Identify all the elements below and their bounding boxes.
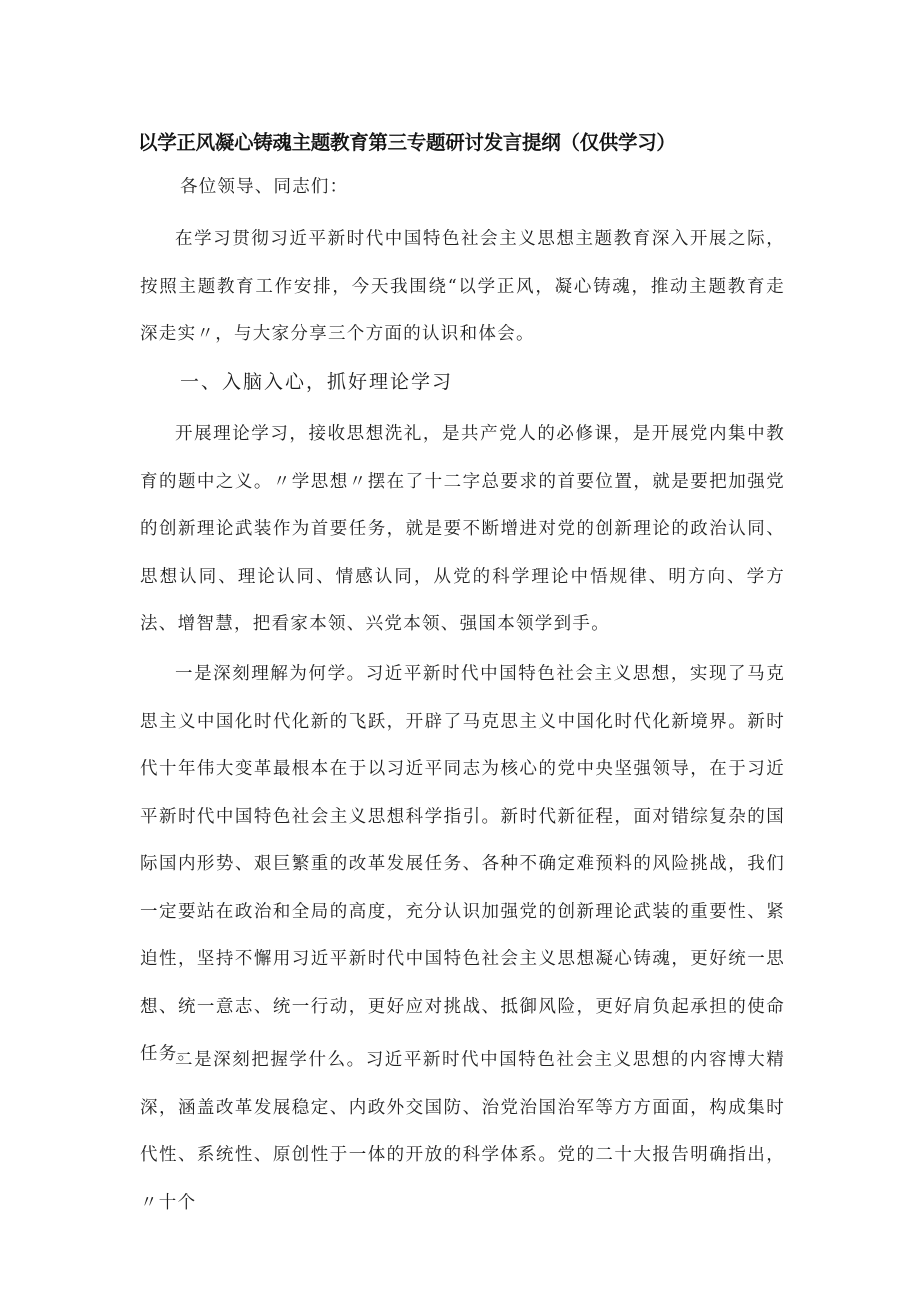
section-heading-1: 一、入脑入心，抓好理论学习 bbox=[180, 371, 454, 393]
point-2-paragraph: 二是深刻把握学什么。习近平新时代中国特色社会主义思想的内容博大精深，涵盖改革发展稳定、内政外交国防、治党治国治军等方方面面，构成集时代性、系统性、原创性于一体的开放的科学体系。党的二十大报告明确指出，〃十个 bbox=[140, 1050, 785, 1213]
point-1-paragraph: 一是深刻理解为何学。习近平新时代中国特色社会主义思想，实现了马克思主义中国化时代化新的飞跃，开辟了马克思主义中国化时代化新境界。新时代十年伟大变革最根本在于以习近平同志为核心的党中央坚强领导，在于习近平新时代中国特色社会主义思想科学指引。新时代新征程，面对错综复杂的国际国内形势、艰巨繁重的改革发展任务、各种不确定难预料的风险挑战，我们一定要站在政治和全局的高度，充分认识加强党的创新理论武装的重要性、紧迫性，坚持不懈用习近平新时代中国特色社会主义思想凝心铸魂，更好统一思想、统一意志、统一行动，更好应对挑战、抵御风险，更好肩负起承担的使命任务。 bbox=[140, 664, 785, 1064]
section-1-paragraph: 开展理论学习，接收思想洗礼，是共产党人的必修课，是开展党内集中教育的题中之义。〃学思想〃摆在了十二字总要求的首要位置，就是要把加强党的创新理论武装作为首要任务，就是要不断增进对党的创新理论的政治认同、思想认同、理论认同、情感认同，从党的科学理论中悟规律、明方向、学方法、增智慧，把看家本领、兴党本领、强国本领学到手。 bbox=[140, 424, 785, 634]
document-title: 以学正风凝心铸魂主题教育第三专题研讨发言提纲（仅供学习） bbox=[138, 131, 676, 154]
intro-paragraph: 在学习贯彻习近平新时代中国特色社会主义思想主题教育深入开展之际，按照主题教育工作安排，今天我围绕“以学正风，凝心铸魂，推动主题教育走深走实〃，与大家分享三个方面的认识和体会。 bbox=[140, 229, 785, 344]
salutation: 各位领导、同志们： bbox=[180, 177, 349, 197]
